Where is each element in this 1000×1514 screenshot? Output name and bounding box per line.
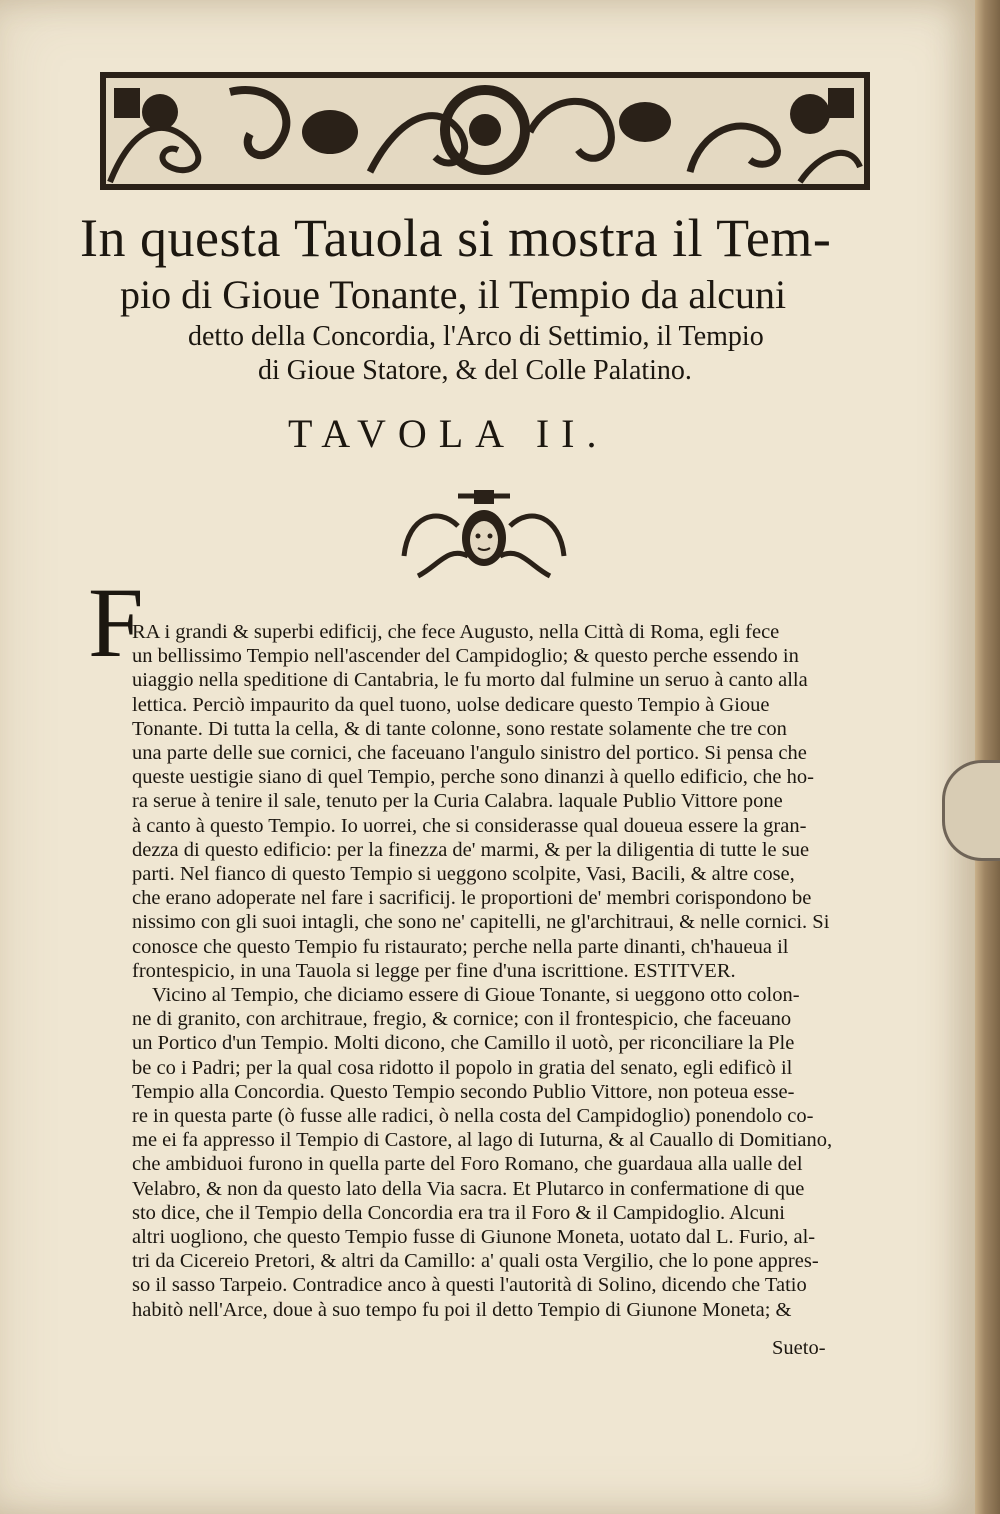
- paragraph2-line: ne di granito, con architraue, fregio, & cornice; con il frontespicio, che faceuano: [132, 1008, 792, 1031]
- paragraph2-line: sto dice, che il Tempio della Concordia era tra il Foro & il Campidoglio. Alcuni: [132, 1201, 785, 1224]
- paragraph1-line: che erano adoperate nel fare i sacrificij. le proportioni de' membri corispondono be: [132, 887, 812, 910]
- catchword: Sueto-: [772, 1337, 826, 1359]
- paragraph1-line: nissimo con gli suoi intagli, che sono ne' capitelli, ne gl'architraui, & nelle cornici. Si: [132, 911, 830, 934]
- paragraph2-line: habitò nell'Arce, doue à suo tempo fu poi il detto Tempio di Giunone Moneta; &: [132, 1298, 792, 1321]
- paragraph2-line: me ei fa appresso il Tempio di Castore, al lago di Iuturna, & al Cauallo di Domitiano,: [132, 1129, 833, 1152]
- paragraph1-line: una parte delle sue cornici, che faceuano l'angulo sinistro del portico. Si pensa che: [132, 742, 807, 765]
- paragraph-1: [132, 620, 867, 983]
- paragraph2-line: so il sasso Tarpeio. Contradice anco à questi l'autorità di Solino, dicendo che Tatio: [132, 1274, 807, 1297]
- heading-line-2: pio di Gioue Tonante, il Tempio da alcuni: [120, 272, 787, 317]
- paragraph1-line: RA i grandi & superbi edificij, che fece Augusto, nella Città di Roma, egli fece: [132, 621, 780, 643]
- paragraph-2: [132, 983, 867, 1322]
- drop-cap: F: [88, 567, 144, 678]
- page-heading: [80, 206, 910, 388]
- paragraph2-line: che ambiduoi furono in quella parte del Foro Romano, che guardaua alla ualle del: [132, 1153, 803, 1176]
- paragraph2-line: re in questa parte (ò fusse alle radici, ò nella costa del Campidoglio) ponendolo co-: [132, 1105, 814, 1128]
- paragraph1-line: Tonante. Di tutta la cella, & di tante colonne, sono restate solamente che tre con: [132, 717, 787, 740]
- page-tab: [942, 760, 1000, 861]
- mask-ornament: [398, 486, 570, 582]
- heading-line-1: In questa Tauola si mostra il Tem-: [80, 208, 832, 268]
- paragraph1-line: queste uestigie siano di quel Tempio, perche sono dinanzi à quello edificio, che ho-: [132, 766, 814, 789]
- paragraph1-line: parti. Nel fianco di questo Tempio si ueggono scolpite, Vasi, Bacili, & altre cose,: [132, 863, 795, 886]
- page-edge: [975, 0, 1000, 1514]
- paragraph2-line: tri da Cicereio Pretori, & altri da Camillo: a' quali osta Vergilio, che lo pone appres-: [132, 1250, 819, 1273]
- paragraph2-line: Velabro, & non da questo lato della Via sacra. Et Plutarco in confermatione di que: [132, 1177, 805, 1200]
- paragraph1-line: un bellissimo Tempio nell'ascender del Campidoglio; & questo perche essendo in: [132, 645, 799, 668]
- paragraph2-line: be co i Padri; per la qual cosa ridotto il popolo in gratia del senato, egli edificò il: [132, 1056, 793, 1079]
- woodcut-headpiece-ornament: [100, 72, 870, 190]
- paragraph2-line: Tempio alla Concordia. Questo Tempio secondo Publio Vittore, non poteua esse-: [132, 1080, 795, 1103]
- paragraph2-line: altri uogliono, che questo Tempio fusse di Giunone Moneta, uotato dal L. Furio, al-: [132, 1226, 816, 1249]
- paragraph1-line: frontespicio, in una Tauola si legge per fine d'una iscrittione. ESTITVER.: [132, 959, 736, 982]
- paragraph1-line: à canto à questo Tempio. Io uorrei, che si considerasse qual doueua essere la gran-: [132, 814, 807, 837]
- paragraph1-line: conosce che questo Tempio fu ristaurato; perche nella parte dinanti, ch'haueua il: [132, 935, 789, 958]
- body-text: [132, 620, 867, 1322]
- paragraph1-line: lettica. Perciò impaurito da quel tuono, uolse dedicare questo Tempio à Gioue: [132, 693, 770, 716]
- heading-line-4: di Gioue Statore, & del Colle Palatino.: [258, 355, 692, 386]
- paragraph1-line: dezza di questo edificio: per la finezza de' marmi, & per la diligentia di tutte le sue: [132, 838, 810, 861]
- paragraph2-line: un Portico d'un Tempio. Molti dicono, che Camillo il uotò, per riconciliare la Ple: [132, 1032, 795, 1055]
- section-title: TAVOLA II.: [288, 411, 609, 456]
- paragraph1-line: ra serue à tenire il sale, tenuto per la Curia Calabra. laquale Publio Vittore pone: [132, 790, 783, 813]
- paragraph1-line: uiaggio nella speditione di Cantabria, le fu morto dal fulmine un seruo à canto alla: [132, 669, 808, 692]
- heading-line-3: detto della Concordia, l'Arco di Settimio, il Tempio: [188, 321, 764, 352]
- paragraph2-line: Vicino al Tempio, che diciamo essere di Gioue Tonante, si ueggono otto colon-: [152, 984, 800, 1007]
